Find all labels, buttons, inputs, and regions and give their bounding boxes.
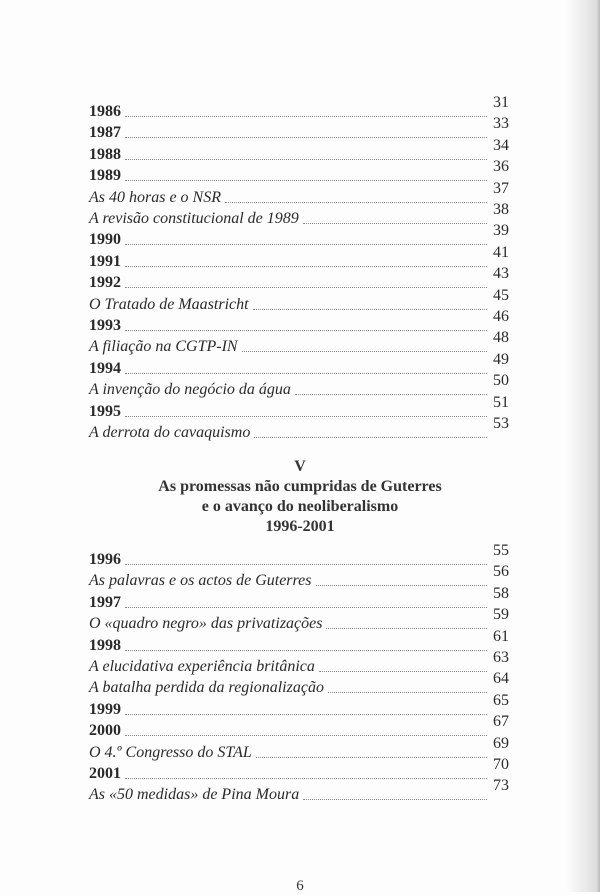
page-gutter-shadow bbox=[566, 0, 600, 892]
toc-entry-page: 65 bbox=[493, 691, 509, 709]
toc-entry-title: O Tratado de Maastricht bbox=[89, 295, 249, 313]
toc-entry-page: 67 bbox=[493, 713, 509, 731]
toc-entry-page: 38 bbox=[493, 201, 509, 218]
toc-entry-page: 41 bbox=[493, 243, 509, 261]
dot-leader bbox=[125, 734, 487, 736]
toc-entry-page: 39 bbox=[493, 222, 509, 240]
toc-entry-title: 1999 bbox=[89, 700, 121, 718]
toc-entry-title: 1990 bbox=[89, 231, 121, 249]
toc-entry-title: A derrota do cavaquismo bbox=[89, 424, 251, 441]
toc-entry[interactable] bbox=[89, 649, 517, 675]
dot-leader bbox=[295, 393, 487, 395]
toc-entry-title: 1998 bbox=[89, 636, 121, 654]
dot-leader bbox=[125, 179, 487, 181]
dot-leader bbox=[125, 243, 487, 245]
toc-entry-title: A revisão constitucional de 1989 bbox=[89, 210, 299, 227]
toc-entry-page: 36 bbox=[493, 158, 509, 176]
toc-entry-page: 43 bbox=[493, 265, 509, 283]
dot-leader bbox=[125, 329, 487, 331]
dot-leader bbox=[125, 136, 487, 138]
toc-entry[interactable] bbox=[89, 286, 517, 313]
toc-entry-page: 34 bbox=[493, 136, 509, 154]
toc-entry-page: 70 bbox=[493, 756, 509, 773]
toc-entry-page: 53 bbox=[493, 415, 509, 432]
dot-leader bbox=[303, 222, 487, 224]
toc-entry-page: 33 bbox=[493, 115, 509, 133]
toc-entry-title: As «50 medidas» de Pina Moura bbox=[89, 786, 300, 804]
toc-entry-page: 31 bbox=[493, 94, 509, 111]
toc-entry-title: 1995 bbox=[89, 402, 121, 420]
toc-entry-title: 1988 bbox=[89, 145, 121, 163]
toc-entry-title: 2001 bbox=[89, 765, 121, 782]
dot-leader bbox=[253, 308, 487, 310]
toc-entry-page: 51 bbox=[493, 393, 509, 411]
toc-entry[interactable] bbox=[89, 691, 517, 718]
dot-leader bbox=[256, 756, 487, 758]
toc-entry[interactable] bbox=[89, 201, 517, 227]
dot-leader bbox=[326, 627, 487, 629]
dot-leader bbox=[242, 350, 487, 352]
toc-entry-title: 1994 bbox=[89, 359, 121, 377]
toc-entry-title: 1987 bbox=[89, 124, 121, 142]
toc-entry-page: 45 bbox=[493, 286, 509, 304]
dot-leader bbox=[125, 777, 487, 779]
toc-entry[interactable] bbox=[89, 606, 517, 633]
toc-entry-page: 56 bbox=[493, 563, 509, 581]
toc-entry-title: A invenção do negócio da água bbox=[89, 381, 291, 399]
toc-entry[interactable] bbox=[89, 350, 517, 377]
toc-entry-page: 55 bbox=[493, 542, 509, 559]
toc-entry[interactable] bbox=[89, 115, 517, 142]
toc-entry-title: O «quadro negro» das privatizações bbox=[89, 615, 323, 633]
dot-leader bbox=[125, 265, 487, 267]
toc-entry-page: 69 bbox=[493, 734, 509, 752]
toc-entry[interactable] bbox=[89, 222, 517, 249]
toc-entry-title: A elucidativa experiência britânica bbox=[89, 658, 315, 675]
toc-entry[interactable] bbox=[89, 713, 517, 740]
toc-entry[interactable] bbox=[89, 158, 517, 185]
dot-leader bbox=[125, 286, 487, 288]
toc-entry[interactable] bbox=[89, 563, 517, 590]
toc-entry-title: 1989 bbox=[89, 167, 121, 185]
dot-leader bbox=[316, 584, 488, 586]
toc-entry-page: 37 bbox=[493, 179, 509, 197]
toc-entry-page: 73 bbox=[493, 777, 509, 795]
page-number: 6 bbox=[296, 878, 304, 894]
toc-entry-title: As palavras e os actos de Guterres bbox=[89, 572, 312, 590]
toc-entry-title: 2000 bbox=[89, 722, 121, 740]
part-title-line2: e o avanço do neoliberalismo bbox=[201, 498, 399, 515]
toc-entry[interactable] bbox=[89, 136, 517, 163]
toc-entry-title: 1991 bbox=[89, 252, 121, 270]
dot-leader bbox=[125, 606, 487, 608]
part-title-line1: As promessas não cumpridas de Guterres bbox=[158, 478, 442, 495]
toc-entry[interactable] bbox=[89, 542, 517, 568]
toc-entry[interactable] bbox=[89, 756, 517, 782]
toc-entry-title: 1996 bbox=[89, 551, 121, 568]
dot-leader bbox=[303, 798, 487, 800]
toc-entry-page: 49 bbox=[493, 350, 509, 368]
toc-entry-title: 1993 bbox=[89, 317, 121, 334]
toc-entry[interactable] bbox=[89, 243, 517, 270]
toc-entry-title: O 4.º Congresso do STAL bbox=[89, 743, 252, 761]
toc-entry-page: 58 bbox=[493, 584, 509, 602]
toc-entry-title: 1992 bbox=[89, 274, 121, 292]
dot-leader bbox=[125, 158, 487, 160]
toc-entry-title: A filiação na CGTP-IN bbox=[89, 338, 238, 356]
toc-entry-page: 61 bbox=[493, 627, 509, 645]
toc-entry-page: 46 bbox=[493, 308, 509, 325]
toc-entry-title: As 40 horas e o NSR bbox=[89, 188, 221, 206]
part-numeral: V bbox=[294, 458, 306, 475]
dot-leader bbox=[125, 415, 487, 417]
toc-entry[interactable] bbox=[89, 734, 517, 761]
toc-entry-title: A batalha perdida da regionalização bbox=[89, 679, 324, 697]
dot-leader bbox=[125, 649, 487, 651]
toc-entry-title: 1997 bbox=[89, 593, 121, 611]
toc-entry[interactable] bbox=[89, 372, 517, 399]
toc-entry[interactable] bbox=[89, 777, 517, 804]
toc-entry[interactable] bbox=[89, 627, 517, 654]
toc-entry-page: 59 bbox=[493, 606, 509, 624]
toc-entry-page: 50 bbox=[493, 372, 509, 390]
toc-entry[interactable] bbox=[89, 308, 517, 334]
toc-entry-title: 1986 bbox=[89, 103, 121, 120]
toc-entry[interactable] bbox=[89, 670, 517, 697]
toc-entry-page: 48 bbox=[493, 329, 509, 347]
toc-entry-page: 63 bbox=[493, 649, 509, 666]
dot-leader bbox=[125, 115, 487, 117]
dot-leader bbox=[125, 563, 487, 565]
dot-leader bbox=[125, 713, 487, 715]
toc-entry[interactable] bbox=[89, 415, 517, 441]
toc-entry[interactable] bbox=[89, 265, 517, 292]
toc-entry-page: 64 bbox=[493, 670, 509, 688]
toc-entry[interactable] bbox=[89, 94, 517, 120]
toc-entry[interactable] bbox=[89, 179, 517, 206]
dot-leader bbox=[125, 372, 487, 374]
dot-leader bbox=[225, 201, 487, 203]
part-years: 1996-2001 bbox=[265, 518, 335, 535]
dot-leader bbox=[319, 670, 487, 672]
dot-leader bbox=[328, 691, 487, 693]
toc-entry[interactable] bbox=[89, 393, 517, 420]
toc-entry[interactable] bbox=[89, 329, 517, 356]
dot-leader bbox=[254, 436, 487, 438]
toc-entry[interactable] bbox=[89, 584, 517, 611]
